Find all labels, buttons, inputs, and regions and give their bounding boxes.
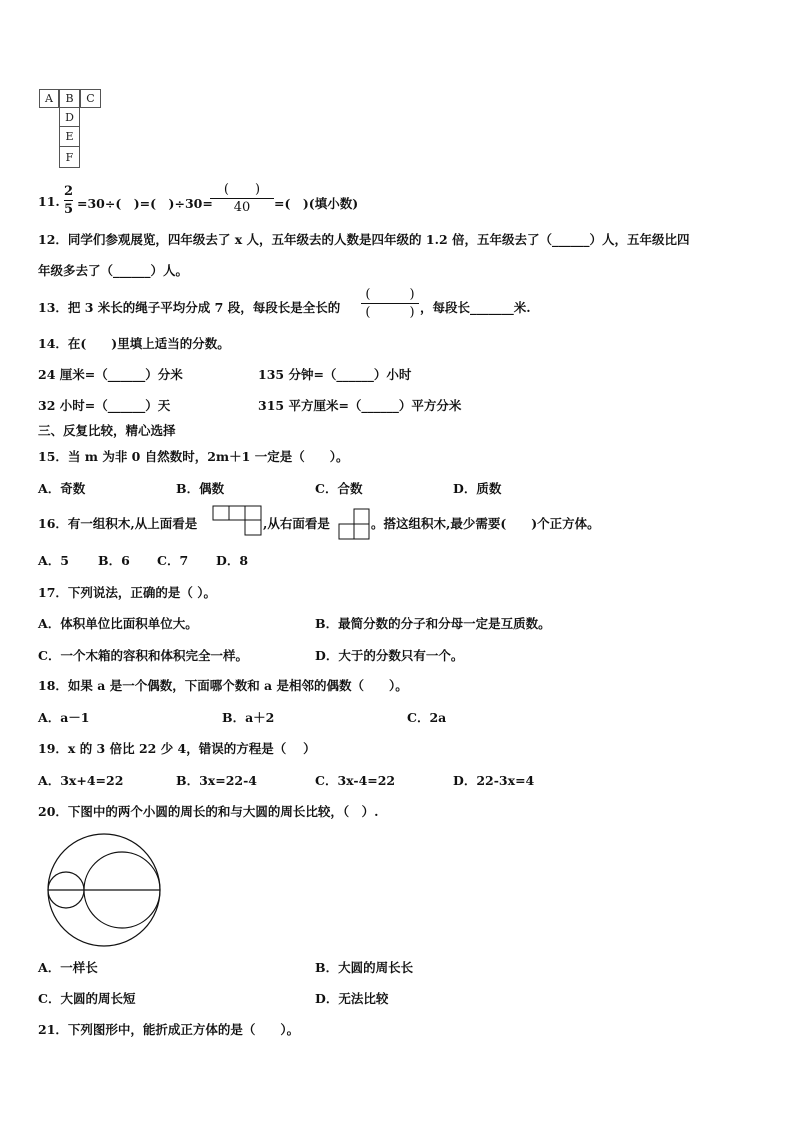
q14-item-4: 315 平方厘米=（______）平方分米	[258, 398, 462, 413]
q11-fraction-1: 2 5	[64, 184, 74, 217]
q12-line-1: 12．同学们参观展览，四年级去了 x 人，五年级去的人数是四年级的 1.2 倍，五年级去了（______）人，五年级比四	[38, 232, 690, 247]
q18-text: 18．如果 a 是一个偶数，下面哪个数和 a 是相邻的偶数（ ）。	[38, 678, 408, 693]
circles-diagram	[44, 832, 166, 950]
net-cell-c: C	[80, 89, 101, 108]
q11-number: 11.	[38, 194, 60, 209]
net-cell-f: F	[59, 146, 80, 168]
q17-option-c[interactable]: C．一个木箱的容积和体积完全一样。	[38, 648, 248, 663]
q16-text-2: ,从右面看是	[263, 516, 330, 531]
section-3-heading: 三、反复比较，精心选择	[38, 423, 176, 438]
q14-item-3: 32 小时=（______）天	[38, 398, 171, 413]
q16-option-d[interactable]: D．8	[216, 553, 249, 568]
net-cell-a: A	[39, 89, 59, 108]
q17-option-d[interactable]: D．大于的分数只有一个。	[315, 648, 464, 663]
q17-option-a[interactable]: A．体积单位比面积单位大。	[38, 616, 198, 631]
net-cell-b: B	[59, 89, 80, 108]
q11-fraction-2: ( ) 40	[210, 182, 274, 215]
q12-line-2: 年级多去了（______）人。	[38, 263, 189, 278]
net-cell-d: D	[59, 107, 80, 127]
q20-option-a[interactable]: A．一样长	[38, 960, 98, 975]
net-cell-e: E	[59, 126, 80, 147]
q17-text: 17．下列说法，正确的是（ ）。	[38, 585, 216, 600]
q16-option-c[interactable]: C．7	[157, 553, 189, 568]
q16-text-3: 。搭这组积木,最少需要( )个正方体。	[371, 516, 600, 531]
right-view-icon	[338, 508, 370, 540]
q19-text: 19．x 的 3 倍比 22 少 4，错误的方程是（ ）	[38, 741, 316, 756]
q20-text: 20．下图中的两个小圆的周长的和与大圆的周长比较，（ ）.	[38, 804, 379, 819]
q11-text-1: =30÷( )=( )÷30=	[77, 196, 213, 211]
q16-option-a[interactable]: A．5	[38, 553, 69, 568]
q19-option-b[interactable]: B．3x=22-4	[176, 773, 257, 788]
q15-text: 15．当 m 为非 0 自然数时，2m＋1 一定是（ ）。	[38, 449, 349, 464]
q20-option-c[interactable]: C．大圆的周长短	[38, 991, 136, 1006]
q14-item-2: 135 分钟=（______）小时	[258, 367, 412, 382]
q20-option-d[interactable]: D．无法比较	[315, 991, 389, 1006]
q19-option-d[interactable]: D．22-3x=4	[453, 773, 535, 788]
q20-option-b[interactable]: B．大圆的周长长	[315, 960, 414, 975]
q18-option-c[interactable]: C．2a	[407, 710, 447, 725]
q18-option-a[interactable]: A．a－1	[38, 710, 90, 725]
q15-option-b[interactable]: B．偶数	[176, 481, 225, 496]
q21-text: 21．下列图形中，能折成正方体的是（ ）。	[38, 1022, 300, 1037]
q13-text-1: 13．把 3 米长的绳子平均分成 7 段，每段长是全长的	[38, 300, 341, 315]
q13-fraction: ( ) ( )	[361, 287, 419, 320]
q16-option-b[interactable]: B．6	[98, 553, 130, 568]
q18-option-b[interactable]: B．a＋2	[222, 710, 275, 725]
q16-text-1: 16．有一组积木,从上面看是	[38, 516, 198, 531]
q14-title: 14．在( )里填上适当的分数。	[38, 336, 230, 351]
q13-text-2: ，每段长_______米.	[420, 300, 531, 315]
q19-option-a[interactable]: A．3x+4=22	[38, 773, 124, 788]
q15-option-c[interactable]: C．合数	[315, 481, 363, 496]
q15-option-a[interactable]: A．奇数	[38, 481, 86, 496]
q11-text-2: =( )(填小数)	[274, 196, 359, 211]
q17-option-b[interactable]: B．最简分数的分子和分母一定是互质数。	[315, 616, 551, 631]
top-view-icon	[212, 505, 262, 537]
q14-item-1: 24 厘米=（______）分米	[38, 367, 183, 382]
q15-option-d[interactable]: D．质数	[453, 481, 502, 496]
q19-option-c[interactable]: C．3x-4=22	[315, 773, 396, 788]
